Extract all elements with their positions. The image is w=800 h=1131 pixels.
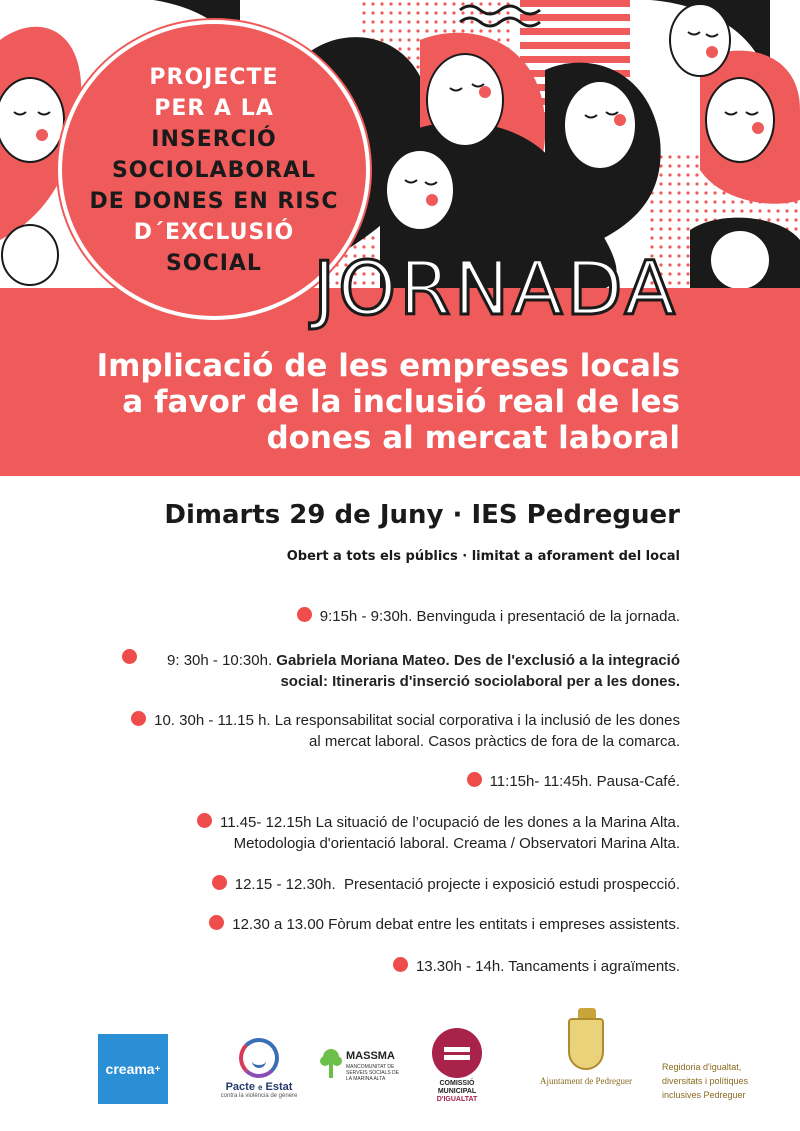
creama-text: creama — [105, 1061, 155, 1077]
ajuntament-logo — [528, 1018, 644, 1106]
equals-icon — [432, 1028, 482, 1078]
regidoria-text — [662, 1060, 772, 1102]
regidoria-line: inclusives Pedreguer — [662, 1090, 746, 1100]
schedule-text: 12.15 - 12.30h. Presentació projecte i exposició estudi prospecció. — [234, 876, 680, 893]
schedule-item — [197, 812, 680, 854]
schedule-item — [393, 956, 680, 977]
schedule-item — [297, 606, 680, 627]
schedule-item — [209, 914, 680, 935]
event-date-location: Dimarts 29 de Juny · IES Pedreguer — [164, 500, 680, 530]
comissio-line: COMISSIÓ — [439, 1080, 475, 1087]
subtitle-line: Implicació de les empreses locals — [96, 348, 680, 384]
regidoria-line: Regidoria d'igualtat, — [662, 1062, 742, 1072]
badge-line: INSERCIÓ — [151, 126, 277, 152]
subtitle-line: a favor de la inclusió real de les — [122, 384, 680, 420]
schedule-item — [144, 650, 680, 692]
bullet-icon — [212, 875, 227, 890]
comissio-line: MUNICIPAL — [437, 1088, 477, 1095]
bullet-icon — [209, 915, 224, 930]
creama-plus: + — [154, 1063, 161, 1075]
bullet-icon — [197, 813, 212, 828]
massma-subtext: MANCOMUNITAT DE SERVEIS SOCIALS DE LA MARINA ALTA — [346, 1064, 399, 1082]
schedule-text: 9:15h - 9:30h. Benvinguda i presentació de la jornada. — [319, 608, 680, 625]
comissio-line: D'IGUALTAT — [436, 1096, 478, 1103]
schedule-item — [131, 710, 680, 752]
bullet-icon — [122, 649, 137, 664]
badge-line: SOCIOLABORAL — [111, 157, 317, 183]
schedule-item — [212, 874, 680, 895]
badge-line: DE DONES EN RISC — [89, 188, 339, 214]
smile-icon — [239, 1038, 279, 1078]
event-title: JORNADA — [313, 246, 678, 332]
schedule-text: 11.45- 12.15h La situació de l’ocupació de les dones a la Marina Alta. — [219, 814, 680, 831]
pacte-estat-text: Estat — [265, 1081, 293, 1093]
pacte-estat-logo — [218, 1038, 300, 1108]
access-note: Obert a tots els públics · limitat a aforament del local — [286, 549, 680, 564]
badge-line: PROJECTE — [149, 64, 279, 90]
schedule-text: 9: 30h - 10:30h. — [167, 652, 277, 669]
pacte-e: e — [258, 1083, 263, 1092]
speaker-title-cont: social: Itineraris d'inserció sociolaboral per a les dones. — [280, 673, 680, 690]
coat-of-arms-icon — [568, 1018, 604, 1070]
bullet-icon — [393, 957, 408, 972]
pacte-text: Pacte — [225, 1081, 255, 1093]
schedule-text: 10. 30h - 11.15 h. La responsabilitat social corporativa i la inclusió de les dones — [154, 712, 680, 729]
massma-text: MASSMA — [346, 1050, 395, 1062]
ajuntament-text: Ajuntament de Pedreguer — [540, 1076, 632, 1086]
badge-line: SOCIAL — [166, 250, 262, 276]
bullet-icon — [297, 607, 312, 622]
event-subtitle — [40, 348, 680, 456]
schedule-text: 11:15h- 11:45h. Pausa-Café. — [489, 773, 680, 790]
bullet-icon — [131, 711, 146, 726]
regidoria-line: diversitats i polítiques — [662, 1076, 749, 1086]
tree-icon — [320, 1048, 342, 1080]
comissio-igualtat-logo — [424, 1028, 490, 1108]
schedule-text: 13.30h - 14h. Tancaments i agraïments. — [415, 958, 680, 975]
massma-logo — [320, 1048, 402, 1088]
schedule-text: 12.30 a 13.00 Fòrum debat entre les entitats i empreses assistents. — [232, 916, 680, 933]
creama-logo — [98, 1034, 168, 1104]
schedule-text-cont: Metodologia d'orientació laboral. Creama / Observatori Marina Alta. — [233, 835, 680, 852]
subtitle-line: dones al mercat laboral — [266, 420, 680, 456]
badge-line: PER A LA — [154, 95, 274, 121]
badge-line: D´EXCLUSIÓ — [133, 219, 295, 245]
speaker-title: Gabriela Moriana Mateo. Des de l'exclusió a la integració — [276, 652, 680, 669]
schedule-item — [467, 771, 680, 792]
bullet-icon — [467, 772, 482, 787]
pacte-subtext: contra la violència de gènere — [220, 1093, 298, 1099]
schedule-text-cont: al mercat laboral. Casos pràctics de fora de la comarca. — [309, 733, 680, 750]
